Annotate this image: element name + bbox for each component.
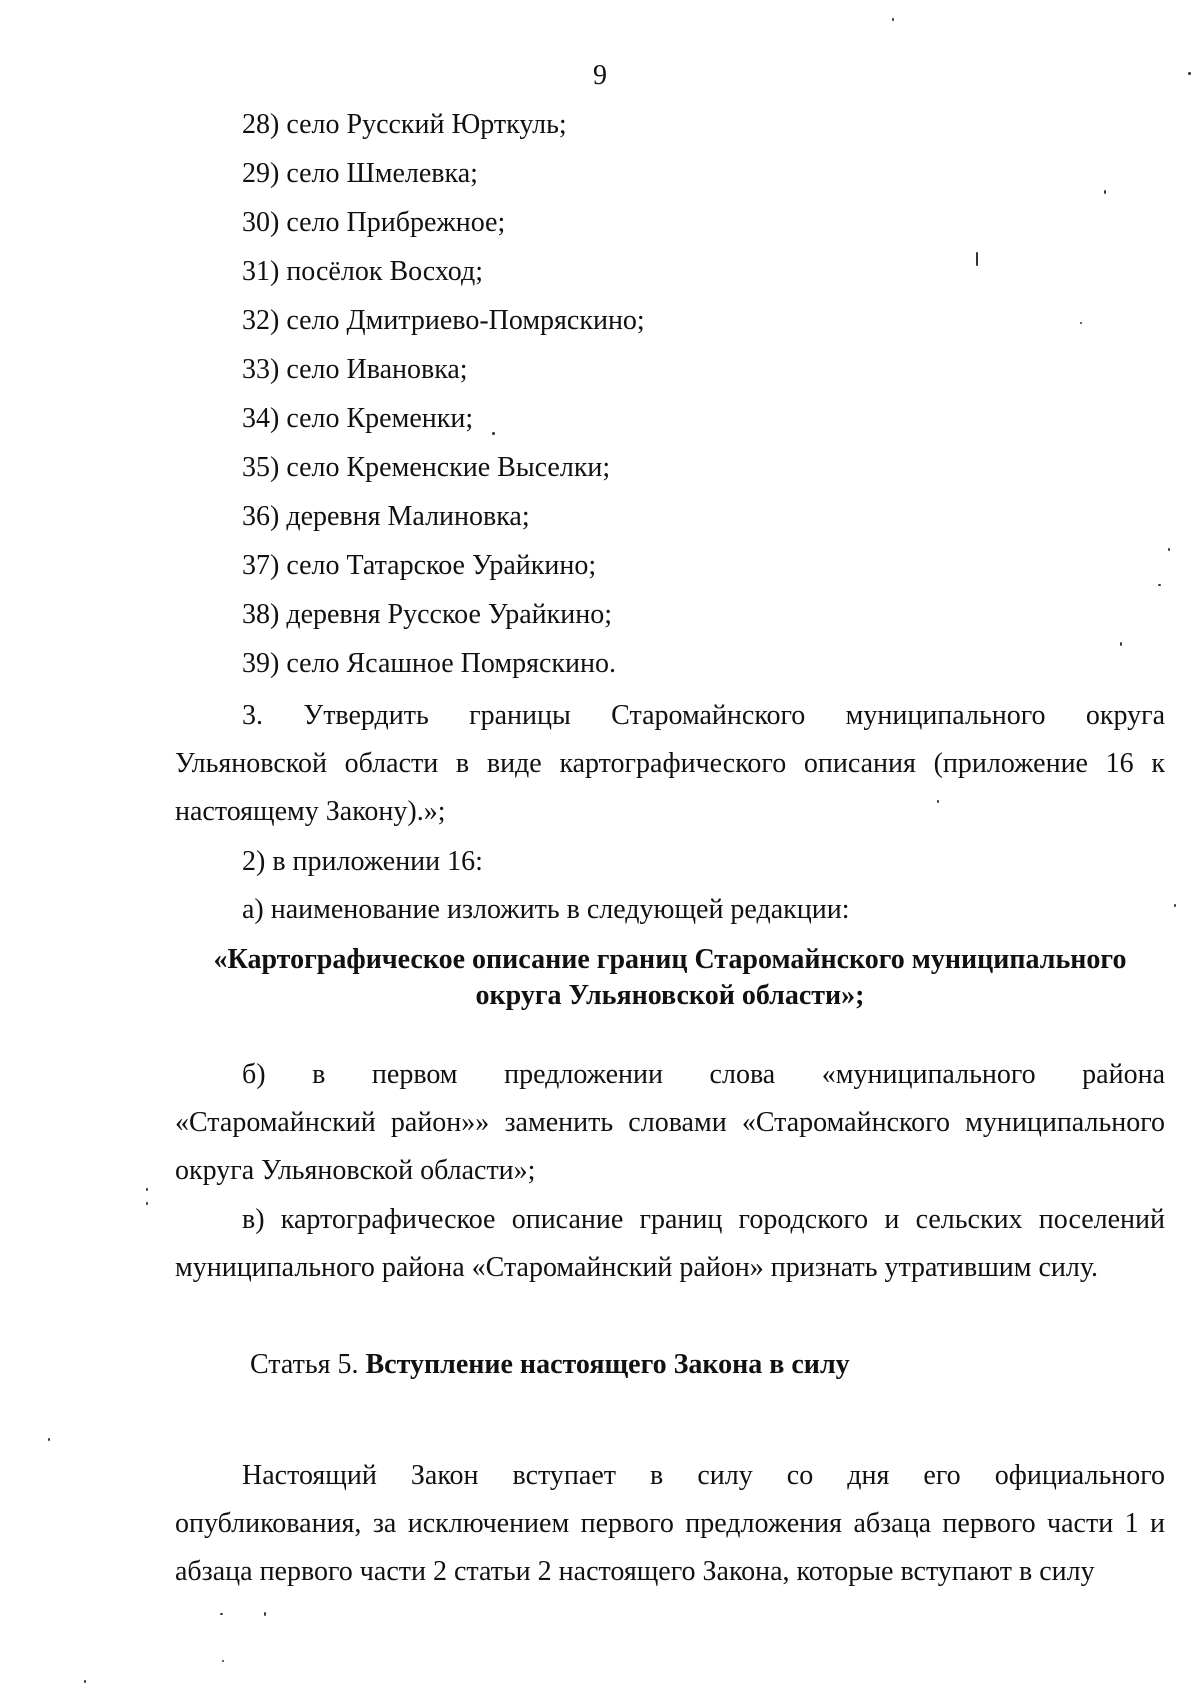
- point-3-paragraph: [175, 692, 1165, 836]
- list-item: 30) село Прибрежное;: [242, 207, 506, 238]
- list-item: 33) село Ивановка;: [242, 354, 468, 385]
- scan-speck: [1168, 548, 1170, 551]
- point-3-rest: Ульяновской области в виде картографического описания (приложение 16 к настоящему Закону).»;: [175, 748, 1165, 827]
- item-c-paragraph: в) картографическое описание границ городского и сельских поселений муниципального района «Старомайнский район» признать утратившим силу.: [175, 1204, 1165, 1283]
- item-a: а) наименование изложить в следующей редакции:: [242, 894, 850, 925]
- page-number: 9: [593, 60, 607, 91]
- list-item: 29) село Шмелевка;: [242, 158, 478, 189]
- scan-speck: [1104, 190, 1106, 194]
- scan-speck: [146, 1188, 148, 1191]
- scan-speck: [937, 800, 939, 803]
- item-b-paragraph: [175, 1051, 1165, 1195]
- list-item: 32) село Дмитриево-Помряскино;: [242, 305, 645, 336]
- scan-speck: [48, 1438, 50, 1441]
- scan-speck: [1188, 72, 1191, 75]
- appendix-heading: [175, 942, 1165, 1014]
- list-item: 38) деревня Русское Урайкино;: [242, 599, 613, 630]
- article-label: Статья 5.: [250, 1349, 359, 1380]
- scan-speck: [84, 1680, 86, 1683]
- point-3-first-line: 3. Утвердить границы Старомайнского муниципального округа: [242, 700, 1165, 731]
- settlement-list: [242, 100, 1142, 688]
- final-first-line: Настоящий Закон вступает в силу со дня его официального: [242, 1460, 1165, 1491]
- article-heading: [250, 1345, 850, 1385]
- list-item: 28) село Русский Юрткуль;: [242, 109, 567, 140]
- scan-speck: [492, 432, 495, 435]
- scan-speck: [264, 1612, 266, 1616]
- scan-speck: [1080, 322, 1082, 324]
- list-item: 34) село Кременки;: [242, 403, 474, 434]
- item-2: 2) в приложении 16:: [242, 846, 483, 877]
- list-item: 31) посёлок Восход;: [242, 256, 484, 287]
- list-item: 35) село Кременские Выселки;: [242, 452, 611, 483]
- heading-line-2: округа Ульяновской области»;: [475, 980, 865, 1011]
- list-item: 36) деревня Малиновка;: [242, 501, 530, 532]
- scan-speck: [1158, 584, 1161, 586]
- list-item: 39) село Ясашное Помряскино.: [242, 648, 616, 679]
- scan-speck: [976, 252, 978, 266]
- list-item: 37) село Татарское Урайкино;: [242, 550, 597, 581]
- final-paragraph: [175, 1452, 1165, 1596]
- scan-speck: [220, 1613, 223, 1615]
- item-b-rest: «Старомайнский район»» заменить словами «Старомайнского муниципального округа Ульяновской области»;: [175, 1107, 1165, 1186]
- scan-speck: [1120, 642, 1122, 646]
- scan-speck: [222, 1660, 224, 1662]
- scan-speck: [892, 18, 894, 21]
- heading-line-1: «Картографическое описание границ Старомайнского муниципального: [213, 944, 1127, 975]
- scan-speck: [1174, 904, 1176, 907]
- item-b-first-line: б) в первом предложении слова «муниципального района: [242, 1059, 1165, 1090]
- article-title: Вступление настоящего Закона в силу: [365, 1349, 850, 1380]
- final-rest: опубликования, за исключением первого предложения абзаца первого части 1 и абзаца первого части 2 статьи 2 настоящего Закона, которые вступают в силу: [175, 1508, 1165, 1587]
- scan-speck: [146, 1202, 148, 1205]
